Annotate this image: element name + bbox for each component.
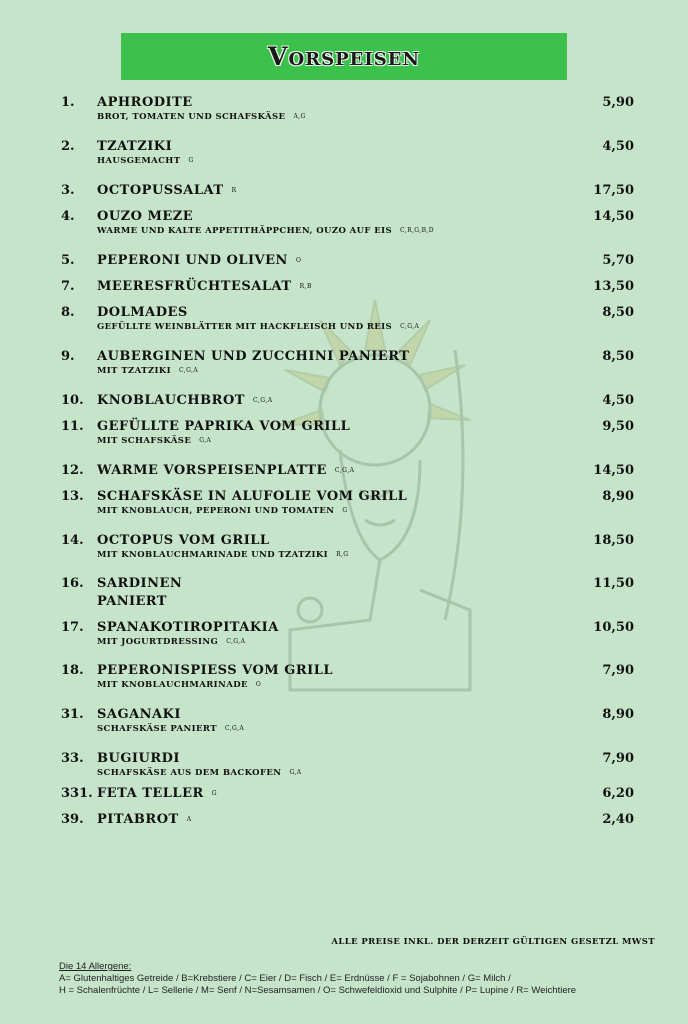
item-description <box>97 322 419 332</box>
item-description-text: BROT, TOMATEN UND SCHAFSKÄSE <box>97 112 286 122</box>
item-description-text: MIT KNOBLAUCH, PEPERONI UND TOMATEN <box>97 506 335 516</box>
item-allergen-codes: G,A <box>289 769 302 776</box>
item-description <box>97 768 301 778</box>
item-price: 8,90 <box>602 489 634 504</box>
item-description-text: SCHAFSKÄSE PANIERT <box>97 724 217 734</box>
item-name-text: OCTOPUS VOM GRILL <box>97 533 270 548</box>
item-description <box>97 156 194 166</box>
item-name <box>97 393 273 408</box>
item-allergen-codes: C,G,A <box>400 323 420 330</box>
item-price: 7,90 <box>602 663 634 678</box>
item-number: 17. <box>61 620 84 635</box>
item-name <box>97 812 192 827</box>
item-name-text: MEERESFRÜCHTESALAT <box>97 279 292 294</box>
item-price: 8,50 <box>602 305 634 320</box>
item-name <box>97 279 312 294</box>
item-number: 13. <box>61 489 84 504</box>
item-price: 14,50 <box>593 209 634 224</box>
item-description-text: WARME UND KALTE APPETITHÄPPCHEN, OUZO AUF EIS <box>97 226 392 236</box>
item-allergen-codes: A <box>186 816 192 823</box>
item-name <box>97 253 301 268</box>
item-name <box>97 349 409 364</box>
item-name <box>97 463 355 478</box>
item-name <box>97 489 407 504</box>
item-allergen-codes: G,A <box>199 437 212 444</box>
item-price: 4,50 <box>602 139 634 154</box>
item-number: 11. <box>61 419 84 434</box>
allergen-legend <box>59 961 679 997</box>
item-name <box>97 183 237 198</box>
item-allergen-codes: G <box>211 790 218 797</box>
item-number: 3. <box>61 183 75 198</box>
item-name-text: KNOBLAUCHBROT <box>97 393 245 408</box>
item-name-text: PEPERONI UND OLIVEN <box>97 253 288 268</box>
vat-notice: ALLE PREISE INKL. DER DERZEIT GÜLTIGEN GESETZL MWST <box>331 937 655 947</box>
item-description <box>97 550 348 560</box>
item-description-text: MIT SCHAFSKÄSE <box>97 436 192 446</box>
item-name <box>97 663 333 678</box>
item-number: 33. <box>61 751 84 766</box>
item-price: 2,40 <box>602 812 634 827</box>
item-name-text: TZATZIKI <box>97 139 173 154</box>
item-name-text: DOLMADES <box>97 305 188 320</box>
allergen-line: H = Schalenfrüchte / L= Sellerie / M= Senf / N=Sesamsamen / O= Schwefeldioxid und Sulphite / P= Lupine / R= Weichtiere <box>59 985 577 996</box>
item-number: 39. <box>61 812 84 827</box>
item-name-text: SCHAFSKÄSE IN ALUFOLIE VOM GRILL <box>97 489 408 504</box>
item-name <box>97 707 181 722</box>
item-number: 331. <box>61 786 93 801</box>
item-allergen-codes: O <box>255 681 262 688</box>
item-name-text: PEPERONISPIESS VOM GRILL <box>97 663 333 678</box>
item-description <box>97 366 198 376</box>
item-description <box>97 637 245 647</box>
item-price: 18,50 <box>593 533 634 548</box>
item-allergen-codes: O <box>295 257 302 264</box>
item-number: 4. <box>61 209 75 224</box>
item-name <box>97 305 188 320</box>
item-name-text: OCTOPUSSALAT <box>97 183 224 198</box>
item-name-text: APHRODITE <box>97 95 193 110</box>
item-number: 10. <box>61 393 84 408</box>
item-allergen-codes: R,B <box>299 283 312 290</box>
item-name-text: WARME VORSPEISENPLATTE <box>97 463 327 478</box>
item-price: 10,50 <box>593 620 634 635</box>
item-price: 4,50 <box>602 393 634 408</box>
item-name-text: FETA TELLER <box>97 786 204 801</box>
allergen-line: A= Glutenhaltiges Getreide / B=Krebstiere / C= Eier / D= Fisch / E= Erdnüsse / F = Sojabohnen / G= Milch / <box>59 973 511 984</box>
item-number: 12. <box>61 463 84 478</box>
item-price: 8,50 <box>602 349 634 364</box>
item-description-text: MIT KNOBLAUCHMARINADE <box>97 680 248 690</box>
item-price: 13,50 <box>593 279 634 294</box>
item-description-text: MIT TZATZIKI <box>97 366 171 376</box>
item-name <box>97 786 217 801</box>
item-number: 2. <box>61 139 75 154</box>
item-description-text: HAUSGEMACHT <box>97 156 181 166</box>
item-price: 6,20 <box>602 786 634 801</box>
item-allergen-codes: A,G <box>293 113 306 120</box>
item-price: 7,90 <box>602 751 634 766</box>
item-description-text: SCHAFSKÄSE AUS DEM BACKOFEN <box>97 768 282 778</box>
item-allergen-codes: G <box>342 507 348 514</box>
item-price: 5,70 <box>602 253 634 268</box>
item-allergen-codes: G <box>188 157 194 164</box>
item-description <box>97 226 434 236</box>
page-title: Vorspeisen <box>268 42 420 71</box>
item-name <box>97 751 180 766</box>
item-allergen-codes: C,G,A <box>179 367 199 374</box>
item-price: 17,50 <box>593 183 634 198</box>
item-description <box>97 112 306 122</box>
item-name-text: OUZO MEZE <box>97 209 194 224</box>
title-bar <box>121 33 567 80</box>
item-number: 16. <box>61 576 84 591</box>
item-allergen-codes: C,G,A <box>252 397 273 404</box>
item-description-text: GEFÜLLTE WEINBLÄTTER MIT HACKFLEISCH UND REIS <box>97 322 393 332</box>
item-name <box>97 419 350 434</box>
item-name-text: SPANAKOTIROPITAKIA <box>97 620 279 635</box>
item-price: 5,90 <box>602 95 634 110</box>
item-name <box>97 139 172 154</box>
item-name-text: GEFÜLLTE PAPRIKA VOM GRILL <box>97 419 351 434</box>
item-description <box>97 436 211 446</box>
item-price: 14,50 <box>593 463 634 478</box>
item-name <box>97 533 270 548</box>
item-allergen-codes: R <box>231 187 237 194</box>
item-number: 8. <box>61 305 75 320</box>
item-description <box>97 506 348 516</box>
item-name-text: AUBERGINEN UND ZUCCHINI PANIERT <box>97 349 410 364</box>
item-number: 7. <box>61 279 75 294</box>
item-name-text: SAGANAKI <box>97 707 182 722</box>
item-description <box>97 724 244 734</box>
item-number: 9. <box>61 349 75 364</box>
item-price: 8,90 <box>602 707 634 722</box>
item-allergen-codes: C,G,A <box>226 638 246 645</box>
item-description <box>97 594 167 609</box>
item-price: 9,50 <box>602 419 634 434</box>
item-number: 14. <box>61 533 84 548</box>
item-allergen-codes: C,G,A <box>334 467 355 474</box>
item-name <box>97 620 279 635</box>
item-number: 18. <box>61 663 84 678</box>
item-description-text: MIT KNOBLAUCHMARINADE UND TZATZIKI <box>97 550 329 560</box>
item-description <box>97 680 261 690</box>
item-name <box>97 95 193 110</box>
item-number: 1. <box>61 95 75 110</box>
item-name-text: SARDINEN <box>97 576 183 591</box>
item-description-text: PANIERT <box>97 594 167 609</box>
item-allergen-codes: C,R,G,B,D <box>400 227 434 234</box>
allergen-heading: Die 14 Allergene: <box>59 961 132 972</box>
item-number: 5. <box>61 253 75 268</box>
item-description-text: MIT JOGURTDRESSING <box>97 637 219 647</box>
item-allergen-codes: R,G <box>336 551 349 558</box>
item-allergen-codes: C,G,A <box>224 725 245 732</box>
item-name-text: BUGIURDI <box>97 751 181 766</box>
item-name <box>97 209 193 224</box>
item-number: 31. <box>61 707 84 722</box>
item-name <box>97 576 182 591</box>
item-name-text: PITABROT <box>97 812 179 827</box>
item-price: 11,50 <box>593 576 634 591</box>
